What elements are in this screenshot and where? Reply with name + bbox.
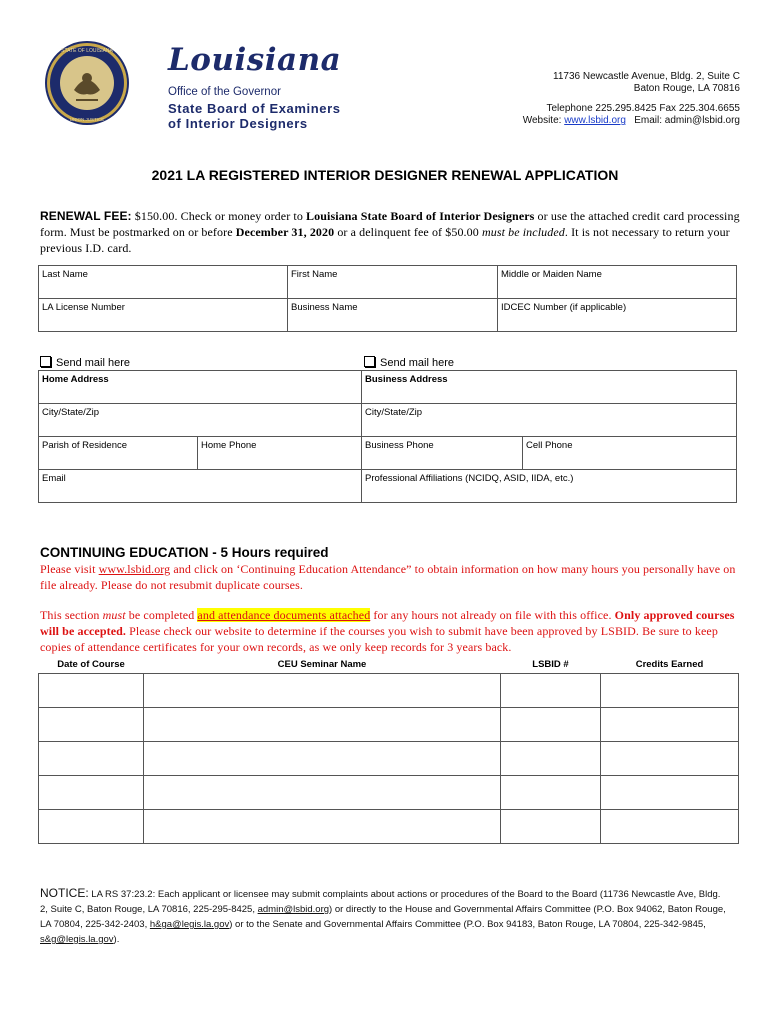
credits-cell[interactable] (601, 708, 739, 742)
ce-text: and click on ‘Continuing Education Attendance” to obtain information on how many hours you personally have on file already. Please do not resubmit duplicate courses. (40, 562, 736, 592)
office-name: Office of the Governor (168, 86, 281, 98)
website-link[interactable]: www.lsbid.org (564, 115, 626, 126)
must-emphasis: must (102, 608, 126, 622)
lsbid-cell[interactable] (501, 742, 601, 776)
credits-cell[interactable] (601, 776, 739, 810)
parish-label: Parish of Residence (42, 440, 128, 451)
date-cell[interactable] (39, 810, 144, 844)
address-table (38, 370, 737, 503)
cell-phone-label: Cell Phone (526, 440, 573, 451)
ce-text: Please check our website to determine if the courses you wish to submit have been approved by LSBID. Be sure to keep copies of attendance certificates for your own records, as we only keep records for 3 years back. (40, 624, 718, 654)
date-cell[interactable] (39, 674, 144, 708)
fee-text: $150.00. Check or money order to (131, 209, 307, 223)
lsbid-cell[interactable] (501, 810, 601, 844)
continuing-education-heading: CONTINUING EDUCATION - 5 Hours required (40, 545, 329, 560)
deadline-date: December 31, 2020 (235, 225, 335, 239)
seminar-cell[interactable] (144, 776, 501, 810)
credits-cell[interactable] (601, 810, 739, 844)
approved-courses-note: Only approved courses will be accepted. (40, 608, 735, 638)
first-name-label: First Name (291, 269, 338, 280)
notice-text: ). (113, 934, 120, 945)
lsbid-cell[interactable] (501, 674, 601, 708)
home-phone-field[interactable] (198, 437, 362, 470)
date-cell[interactable] (39, 742, 144, 776)
notice-text: LA RS 37:23.2: Each applicant or licensee may submit complaints about actions or procedures of the Board to the Board (11736 Newcastle Ave, Bldg. 2, Suite C, Baton Rouge, LA 70816, 225-295-8425, (40, 889, 721, 915)
last-name-field[interactable] (39, 266, 288, 299)
send-mail-business-option[interactable] (364, 356, 454, 369)
send-mail-business-label: Send mail here (380, 357, 454, 369)
sg-email-link[interactable]: s&g@legis.la.gov (40, 934, 114, 945)
brand-title: Louisiana (168, 42, 342, 78)
svg-text:STATE OF LOUISIANA: STATE OF LOUISIANA (61, 48, 113, 54)
table-row (39, 708, 739, 742)
license-number-field[interactable] (39, 299, 288, 332)
affiliations-field[interactable] (362, 470, 737, 503)
license-number-label: LA License Number (42, 302, 125, 313)
board-name-line1: State Board of Examiners (168, 101, 341, 116)
first-name-field[interactable] (288, 266, 498, 299)
ce-courses-table (38, 657, 739, 844)
business-phone-label: Business Phone (365, 440, 434, 451)
home-address-label: Home Address (42, 374, 109, 385)
ce-instructions-paragraph (40, 561, 740, 593)
ce-text: for any hours not already on file with this office. (370, 608, 615, 622)
table-row (39, 776, 739, 810)
business-phone-field[interactable] (362, 437, 523, 470)
table-row (39, 810, 739, 844)
home-city-label: City/State/Zip (42, 407, 100, 418)
seminar-cell[interactable] (144, 708, 501, 742)
svg-text:UNION JUSTICE: UNION JUSTICE (69, 117, 105, 122)
cell-phone-field[interactable] (523, 437, 737, 470)
phone-fax-line: Telephone 225.295.8425 Fax 225.304.6655 (546, 103, 740, 114)
business-address-field[interactable] (362, 371, 737, 404)
date-cell[interactable] (39, 708, 144, 742)
fee-text: or a delinquent fee of $50.00 (334, 225, 482, 239)
lsbid-cell[interactable] (501, 708, 601, 742)
website-label: Website: (522, 115, 565, 126)
middle-name-field[interactable] (498, 266, 737, 299)
business-name-label: Business Name (291, 302, 358, 313)
renewal-fee-paragraph (40, 208, 740, 256)
email-label: Email: admin@lsbid.org (634, 115, 740, 126)
send-mail-home-label: Send mail here (56, 357, 130, 369)
seminar-cell[interactable] (144, 674, 501, 708)
seminar-cell[interactable] (144, 742, 501, 776)
credits-cell[interactable] (601, 742, 739, 776)
notice-text: ) or to the Senate and Governmental Affairs Committee (P.O. Box 94183, Baton Rouge, LA 70804, 225-342-9845, (229, 919, 706, 930)
business-city-label: City/State/Zip (365, 407, 423, 418)
column-header-lsbid: LSBID # (532, 659, 569, 670)
affiliations-label: Professional Affiliations (NCIDQ, ASID, IIDA, etc.) (365, 473, 574, 484)
column-header-date: Date of Course (57, 659, 125, 670)
fee-text: . It is not necessary to return your previous I.D. card. (40, 225, 730, 255)
idcec-number-field[interactable] (498, 299, 737, 332)
website-email-line (523, 115, 740, 126)
home-phone-label: Home Phone (201, 440, 257, 451)
table-row (39, 742, 739, 776)
parish-field[interactable] (39, 437, 198, 470)
notice-paragraph (40, 886, 730, 947)
louisiana-seal-logo (44, 40, 130, 126)
ce-text: This section (40, 608, 103, 622)
middle-name-label: Middle or Maiden Name (501, 269, 602, 280)
send-mail-home-option[interactable] (40, 356, 130, 369)
business-name-field[interactable] (288, 299, 498, 332)
email-label: Email (42, 473, 66, 484)
form-title: 2021 LA REGISTERED INTERIOR DESIGNER RENEWAL APPLICATION (151, 167, 619, 183)
fee-text: or use the attached credit card processing form. Must be postmarked on or before (40, 209, 740, 239)
ce-text: be completed (125, 608, 198, 622)
business-address-label: Business Address (365, 374, 448, 385)
idcec-number-label: IDCEC Number (if applicable) (501, 302, 627, 313)
credits-cell[interactable] (601, 674, 739, 708)
table-row (39, 674, 739, 708)
renewal-fee-label: RENEWAL FEE: (40, 209, 132, 223)
ce-requirements-paragraph (40, 607, 740, 655)
address-line1: 11736 Newcastle Avenue, Bldg. 2, Suite C (553, 71, 740, 82)
checkbox-icon[interactable] (40, 356, 51, 367)
hga-email-link[interactable]: h&ga@legis.la.gov (149, 919, 230, 930)
must-be-included: must be included (481, 225, 565, 239)
email-field[interactable] (39, 470, 362, 503)
home-city-state-zip-field[interactable] (39, 404, 362, 437)
notice-text: ) or directly to the House and Governmental Affairs Committee (P.O. Box 94062, Baton Rouge, LA 70804, 225-342-2403, (40, 904, 726, 930)
business-city-state-zip-field[interactable] (362, 404, 737, 437)
column-header-seminar: CEU Seminar Name (277, 659, 367, 670)
lsbid-link[interactable]: www.lsbid.org (98, 562, 171, 576)
attendance-highlight: and attendance documents attached (197, 608, 371, 622)
ce-text: Please visit (40, 562, 99, 576)
admin-email-link[interactable]: admin@lsbid.org (257, 904, 330, 915)
column-header-credits: Credits Earned (635, 659, 704, 670)
lsbid-cell[interactable] (501, 776, 601, 810)
board-name-line2: of Interior Designers (168, 116, 308, 131)
checkbox-icon[interactable] (364, 356, 375, 367)
notice-label: NOTICE: (40, 886, 89, 900)
date-cell[interactable] (39, 776, 144, 810)
board-payee: Louisiana State Board of Interior Designers (306, 209, 535, 223)
home-address-field[interactable] (39, 371, 362, 404)
personal-info-table (38, 265, 737, 332)
seminar-cell[interactable] (144, 810, 501, 844)
last-name-label: Last Name (42, 269, 88, 280)
address-line2: Baton Rouge, LA 70816 (633, 83, 740, 94)
